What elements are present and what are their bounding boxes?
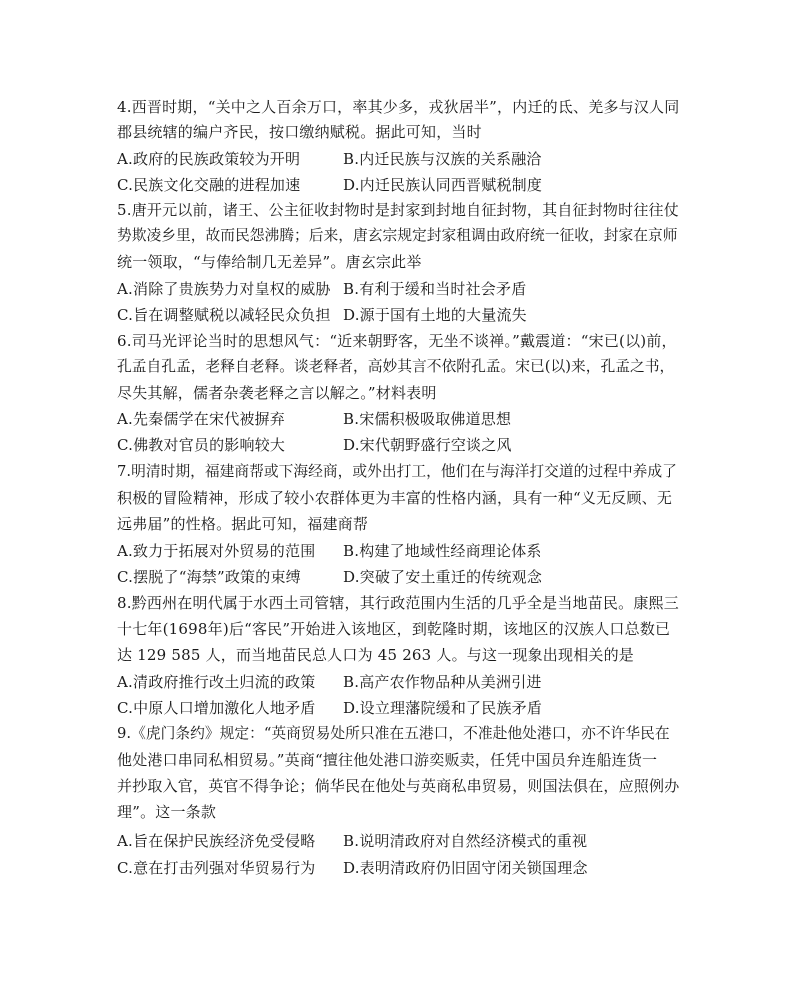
q5-stem-line-2: 势欺凌乡里，故而民怨沸腾；后来，唐玄宗规定封家租调由政府统一征收，封家在京师 — [117, 227, 678, 244]
q9-option-b: B.说明清政府对自然经济模式的重视 — [343, 832, 588, 850]
q6-option-d: D.宋代朝野盛行空谈之风 — [343, 436, 512, 454]
q8-stem-line-2: 十七年(1698年)后“客民”开始进入该地区，到乾隆时期，该地区的汉族人口总数已 — [117, 620, 671, 638]
q8-option-d: D.设立理藩院缓和了民族矛盾 — [343, 699, 543, 717]
q6-option-a: A.先秦儒学在宋代被摒弃 — [117, 410, 286, 428]
q9-stem-line-3: 并抄取入官，英官不得争论；倘华民在他处与英商私串贸易，则国法俱在，应照例办 — [117, 777, 680, 795]
q9-stem-line-2: 他处港口串同私相贸易。”英商“擅往他处港口游奕贩卖，任凭中国员弁连船连货一 — [117, 751, 658, 769]
q6-stem-line-2: 孔孟自孔孟，老释自老释。谈老释者，高妙其言不依附孔孟。宋已(以)来，孔孟之书， — [117, 358, 675, 375]
q9-option-d: D.表明清政府仍旧固守闭关锁国理念 — [343, 859, 588, 877]
q7-option-b: B.构建了地域性经商理论体系 — [343, 542, 542, 560]
q4-stem-line-1: 4.西晋时期，“关中之人百余万口，率其少多，戎狄居半”，内迁的氐、羌多与汉人同 — [117, 98, 680, 116]
q4-option-c: C.民族文化交融的进程加速 — [117, 176, 301, 194]
q6-stem-line-3: 尽失其解，儒者杂袭老释之言以解之。”材料表明 — [117, 384, 437, 402]
q5-stem-line-3: 统一领取，“与俸给制几无差异”。唐玄宗此举 — [117, 253, 422, 271]
q7-option-d: D.突破了安土重迁的传统观念 — [343, 568, 543, 586]
q5-stem-line-1: 5.唐开元以前，诸王、公主征收封物时是封家到封地自征封物，其自征封物时往往仗 — [117, 201, 679, 219]
q4-option-a: A.政府的民族政策较为开明 — [117, 150, 301, 168]
q6-option-c: C.佛教对官员的影响较大 — [117, 436, 286, 454]
q5-option-d: D.源于国有土地的大量流失 — [343, 306, 527, 324]
q8-stem-line-3: 达 129 585 人，而当地苗民总人口为 45 263 人。与这一现象出现相关的是 — [117, 646, 634, 664]
q4-option-d: D.内迁民族认同西晋赋税制度 — [343, 176, 543, 194]
q7-stem-line-1: 7.明清时期，福建商帮或下海经商，或外出打工，他们在与海洋打交道的过程中养成了 — [117, 463, 677, 480]
q8-option-c: C.中原人口增加激化人地矛盾 — [117, 699, 316, 717]
q9-stem-line-1: 9.《虎门条约》规定：“英商贸易处所只准在五港口，不准赴他处港口，亦不许华民在 — [117, 725, 670, 742]
q4-option-b: B.内迁民族与汉族的关系融洽 — [343, 150, 542, 168]
q5-option-a: A.消除了贵族势力对皇权的威胁 — [117, 280, 331, 298]
q8-stem-line-1: 8.黔西州在明代属于水西土司管辖，其行政范围内生活的几乎全是当地苗民。康熙三 — [117, 594, 679, 612]
q7-stem-line-2: 积极的冒险精神，形成了较小农群体更为丰富的性格内涵，具有一种“义无反顾、无 — [117, 489, 673, 507]
q6-stem-line-1: 6.司马光评论当时的思想风气：“近来朝野客，无坐不谈禅。”戴震道：“宋已(以)前， — [117, 332, 677, 350]
q5-option-b: B.有利于缓和当时社会矛盾 — [343, 280, 527, 298]
q7-stem-line-3: 远弗届”的性格。据此可知，福建商帮 — [117, 515, 369, 533]
q9-stem-line-4: 理”。这一条款 — [117, 803, 217, 821]
q7-option-c: C.摆脱了“海禁”政策的束缚 — [117, 568, 301, 586]
q5-option-c: C.旨在调整赋税以减轻民众负担 — [117, 306, 331, 324]
q4-stem-line-2: 郡县统辖的编户齐民，按口缴纳赋税。据此可知，当时 — [117, 123, 482, 141]
q8-option-a: A.清政府推行改土归流的政策 — [117, 673, 316, 691]
q6-option-b: B.宋儒积极吸取佛道思想 — [343, 410, 512, 428]
q9-option-a: A.旨在保护民族经济免受侵略 — [117, 832, 316, 850]
q8-option-b: B.高产农作物品种从美洲引进 — [343, 673, 542, 691]
q7-option-a: A.致力于拓展对外贸易的范围 — [117, 542, 316, 560]
q9-option-c: C.意在打击列强对华贸易行为 — [117, 859, 316, 877]
